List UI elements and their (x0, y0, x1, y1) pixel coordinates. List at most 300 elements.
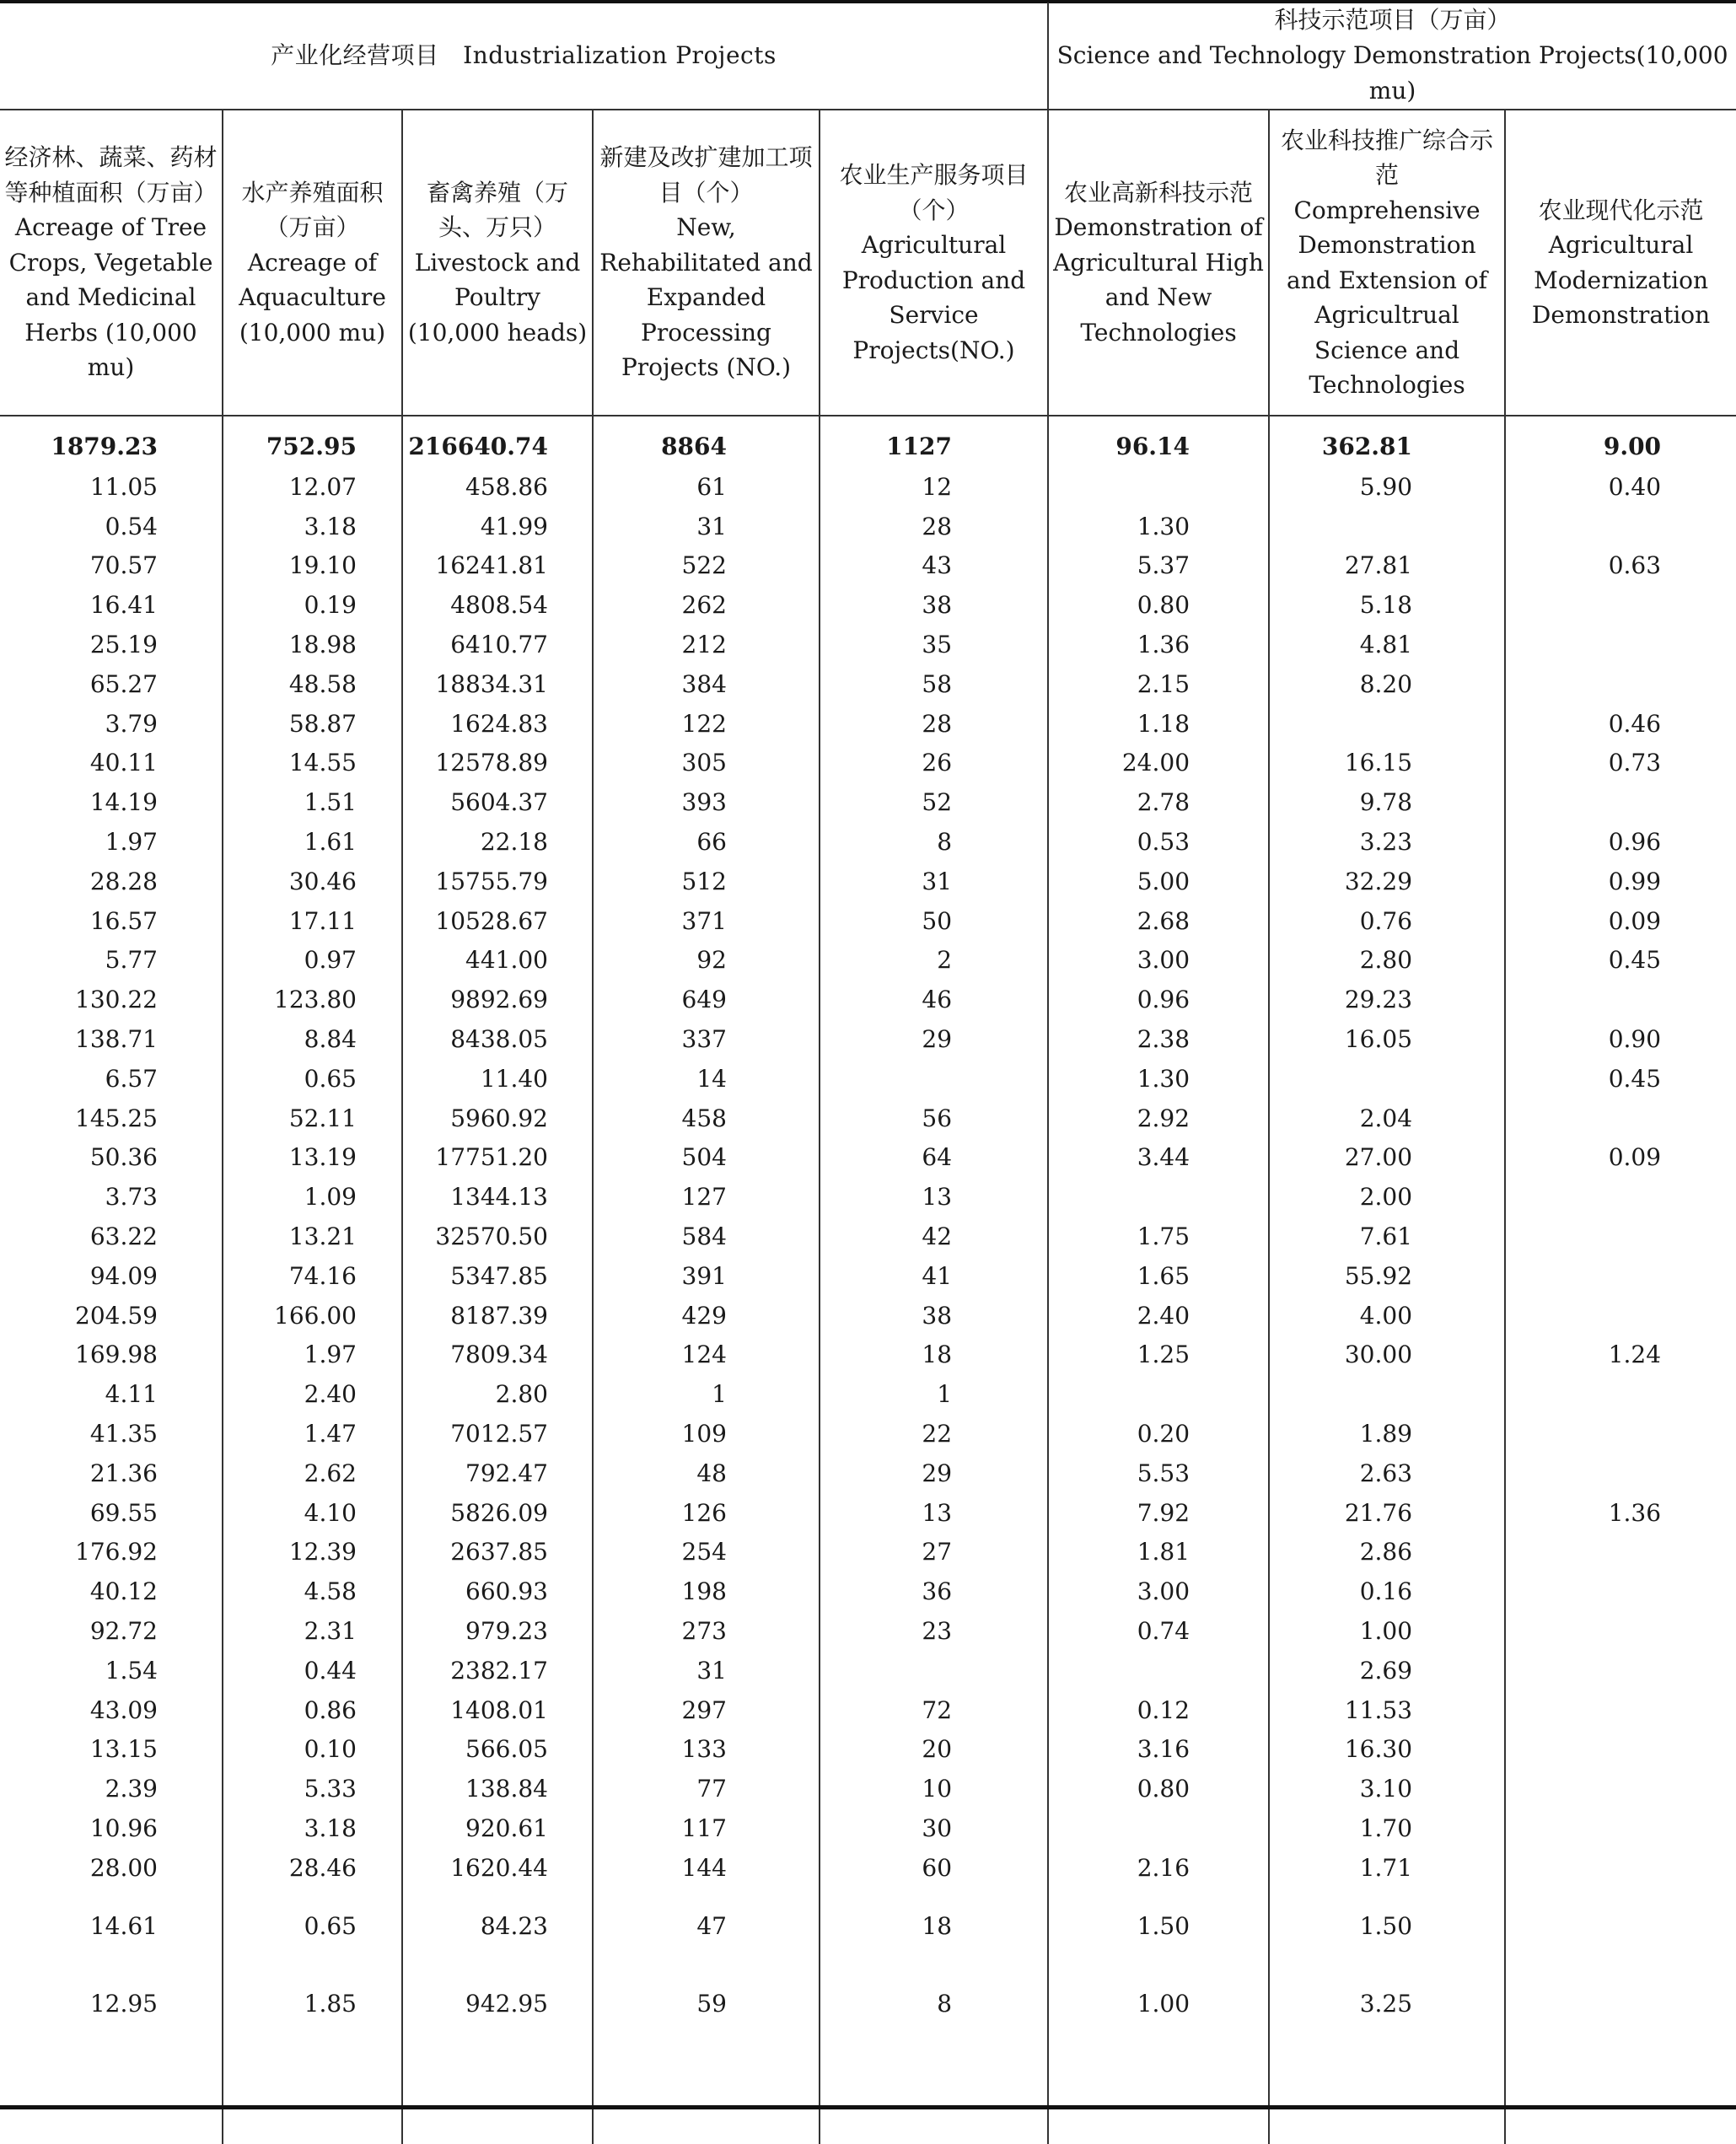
table-row (0, 1138, 1736, 1178)
column-header (1505, 110, 1736, 416)
table-cell: 84.23 (402, 1888, 593, 1965)
table-cell: 942.95 (402, 1965, 593, 2043)
table-cell: 384 (593, 664, 820, 704)
table-cell: 5.33 (223, 1769, 402, 1808)
table-cell (1048, 467, 1269, 507)
table-cell: 11.53 (1269, 1690, 1505, 1730)
table-cell: 32570.50 (402, 1217, 593, 1256)
bottom-rule (0, 2105, 1736, 2109)
table-cell: 8438.05 (402, 1019, 593, 1059)
table-row (0, 1019, 1736, 1059)
table-cell: 11.40 (402, 1059, 593, 1099)
table-cell (1048, 1374, 1269, 1414)
table-cell: 2.40 (1048, 1296, 1269, 1335)
table-row (0, 782, 1736, 822)
table-cell: 32.29 (1269, 862, 1505, 901)
table-cell: 22 (820, 1414, 1048, 1454)
column-header (223, 110, 402, 416)
table-cell: 41.99 (402, 507, 593, 546)
table-cell: 14.19 (0, 782, 223, 822)
table-cell: 3.23 (1269, 822, 1505, 862)
table-cell: 1.24 (1608, 1341, 1662, 1369)
table-cell: 92.72 (0, 1611, 223, 1651)
table-cell (1505, 1414, 1736, 1454)
table-cell (1505, 1611, 1736, 1651)
table-cell: 2637.85 (402, 1533, 593, 1572)
table-cell: 12 (820, 467, 1048, 507)
table-cell: 3.25 (1269, 1965, 1505, 2043)
table-cell: 52.11 (223, 1099, 402, 1138)
table-cell: 13.21 (223, 1217, 402, 1256)
column-header-zh: 水产养殖面积（万亩） (241, 178, 384, 242)
table-cell: 74.16 (223, 1256, 402, 1296)
table-cell: 4808.54 (402, 585, 593, 625)
table-cell: 127 (593, 1177, 820, 1217)
table-cell: 48 (593, 1454, 820, 1493)
empty-cell (1048, 2043, 1269, 2144)
table-cell: 8864 (593, 416, 820, 467)
table-cell: 10 (820, 1769, 1048, 1808)
table-cell: 337 (593, 1019, 820, 1059)
table-cell (1505, 664, 1736, 704)
table-cell: 297 (593, 1690, 820, 1730)
table-cell: 12578.89 (402, 744, 593, 783)
table-cell: 0.65 (223, 1888, 402, 1965)
table-cell: 1.50 (1269, 1888, 1505, 1965)
table-cell: 50 (820, 901, 1048, 941)
table-cell: 2.69 (1269, 1651, 1505, 1690)
table-cell: 0.97 (223, 941, 402, 981)
table-cell: 2.68 (1048, 901, 1269, 941)
table-cell: 10.96 (0, 1808, 223, 1848)
table-cell: 4.00 (1269, 1296, 1505, 1335)
table-cell: 2.16 (1048, 1848, 1269, 1888)
table-cell: 26 (820, 744, 1048, 783)
column-header (0, 110, 223, 416)
table-cell: 27.81 (1269, 546, 1505, 586)
group-header-row (0, 3, 1736, 110)
table-cell: 1.65 (1048, 1256, 1269, 1296)
table-cell: 28 (820, 507, 1048, 546)
table-cell: 38 (820, 585, 1048, 625)
table-row (0, 980, 1736, 1019)
table-row (0, 1177, 1736, 1217)
table-cell: 12.39 (223, 1533, 402, 1572)
table-cell: 29.23 (1269, 980, 1505, 1019)
table-cell: 14.55 (223, 744, 402, 783)
table-cell (1505, 1099, 1736, 1138)
table-cell (1505, 1690, 1736, 1730)
table-cell: 3.10 (1269, 1769, 1505, 1808)
table-cell: 3.16 (1048, 1730, 1269, 1770)
table-cell: 5826.09 (402, 1493, 593, 1533)
table-cell: 0.96 (1048, 980, 1269, 1019)
table-cell: 1.30 (1048, 1059, 1269, 1099)
table-cell: 24.00 (1048, 744, 1269, 783)
column-header-row (0, 110, 1736, 416)
column-header (1269, 110, 1505, 416)
table-cell (820, 1059, 1048, 1099)
table-cell: 2.78 (1048, 782, 1269, 822)
table-cell: 27.00 (1269, 1138, 1505, 1178)
table-cell: 5.00 (1048, 862, 1269, 901)
table-cell: 11.05 (0, 467, 223, 507)
table-cell: 12.07 (223, 467, 402, 507)
table-cell: 2.00 (1269, 1177, 1505, 1217)
table-cell (1505, 507, 1736, 546)
table-cell: 1.97 (0, 822, 223, 862)
table-row (0, 1611, 1736, 1651)
table-cell: 1.70 (1269, 1808, 1505, 1848)
table-cell: 13 (820, 1493, 1048, 1533)
table-cell (1505, 1848, 1736, 1888)
table-cell: 1.00 (1269, 1611, 1505, 1651)
table-cell: 38 (820, 1296, 1048, 1335)
table-cell: 176.92 (0, 1533, 223, 1572)
table-cell: 1620.44 (402, 1848, 593, 1888)
table-cell (1505, 1454, 1736, 1493)
empty-cell (223, 2043, 402, 2144)
table-row (0, 901, 1736, 941)
table-cell: 649 (593, 980, 820, 1019)
table-cell: 1.36 (1608, 1498, 1662, 1527)
table-cell: 0.73 (1608, 749, 1662, 777)
table-cell: 522 (593, 546, 820, 586)
table-cell: 2.38 (1048, 1019, 1269, 1059)
table-cell: 13 (820, 1177, 1048, 1217)
table-cell: 1624.83 (402, 704, 593, 744)
table-cell: 8187.39 (402, 1296, 593, 1335)
table-cell: 42 (820, 1217, 1048, 1256)
table-cell: 0.09 (1608, 906, 1662, 935)
table-cell: 28.00 (0, 1848, 223, 1888)
table-cell: 0.63 (1608, 551, 1662, 580)
table-cell: 5347.85 (402, 1256, 593, 1296)
table-cell: 0.90 (1608, 1025, 1662, 1054)
table-cell: 305 (593, 744, 820, 783)
table-cell: 50.36 (0, 1138, 223, 1178)
table-cell: 0.80 (1048, 585, 1269, 625)
table-row (0, 1965, 1736, 2043)
table-cell: 18.98 (223, 625, 402, 664)
table-cell: 48.58 (223, 664, 402, 704)
table-cell: 27 (820, 1533, 1048, 1572)
empty-cell (593, 2043, 820, 2144)
table-cell: 3.00 (1048, 1572, 1269, 1611)
table-cell: 4.11 (0, 1374, 223, 1414)
table-cell: 0.76 (1269, 901, 1505, 941)
table-cell: 0.45 (1608, 946, 1662, 975)
table-cell: 512 (593, 862, 820, 901)
table-cell: 458 (593, 1099, 820, 1138)
group-science-technology (1048, 3, 1736, 110)
column-header-zh: 农业生产服务项目（个） (839, 161, 1029, 224)
empty-cell (1269, 2043, 1505, 2144)
table-cell: 18 (820, 1335, 1048, 1375)
column-header-en: Acreage of Aquaculture (10,000 mu) (239, 248, 386, 347)
table-cell: 5.53 (1048, 1454, 1269, 1493)
table-cell (820, 1651, 1048, 1690)
table-cell (1269, 1059, 1505, 1099)
table-cell: 2382.17 (402, 1651, 593, 1690)
table-cell: 46 (820, 980, 1048, 1019)
group-industrialization: 产业化经营项目 Industrialization Projects (0, 3, 1048, 110)
table-cell: 0.10 (223, 1730, 402, 1770)
table-cell: 12.95 (0, 1965, 223, 2043)
table-cell: 5.77 (0, 941, 223, 981)
table-row (0, 1454, 1736, 1493)
table-cell: 1.09 (223, 1177, 402, 1217)
table-cell: 66 (593, 822, 820, 862)
table-cell: 393 (593, 782, 820, 822)
column-header (820, 110, 1048, 416)
table-cell: 273 (593, 1611, 820, 1651)
table-cell: 3.18 (223, 1808, 402, 1848)
table-cell: 23 (820, 1611, 1048, 1651)
table-cell: 40.11 (0, 744, 223, 783)
table-cell: 566.05 (402, 1730, 593, 1770)
table-cell (1505, 1730, 1736, 1770)
table-cell: 16241.81 (402, 546, 593, 586)
table-cell: 1.54 (0, 1651, 223, 1690)
table-row (0, 744, 1736, 783)
table-cell: 371 (593, 901, 820, 941)
table-cell: 16.41 (0, 585, 223, 625)
table-cell: 7012.57 (402, 1414, 593, 1454)
table-cell: 3.79 (0, 704, 223, 744)
table-cell: 28.46 (223, 1848, 402, 1888)
table-cell: 262 (593, 585, 820, 625)
table-cell: 41.35 (0, 1414, 223, 1454)
empty-cell (820, 2043, 1048, 2144)
table-cell: 0.20 (1048, 1414, 1269, 1454)
table-cell: 3.44 (1048, 1138, 1269, 1178)
table-cell: 504 (593, 1138, 820, 1178)
table-cell (1269, 704, 1505, 744)
table-cell (1505, 1651, 1736, 1690)
table-cell: 58 (820, 664, 1048, 704)
table-cell: 1.61 (223, 822, 402, 862)
table-cell (1505, 1572, 1736, 1611)
table-cell (1505, 1965, 1736, 2043)
table-cell: 979.23 (402, 1611, 593, 1651)
table-cell: 1.18 (1048, 704, 1269, 744)
table-cell: 458.86 (402, 467, 593, 507)
table-row (0, 1888, 1736, 1965)
table-row (0, 1572, 1736, 1611)
table-cell: 4.81 (1269, 625, 1505, 664)
table-cell (1505, 1888, 1736, 1965)
table-cell: 36 (820, 1572, 1048, 1611)
table-cell: 16.57 (0, 901, 223, 941)
table-cell: 0.44 (223, 1651, 402, 1690)
table-cell: 4.58 (223, 1572, 402, 1611)
table-cell: 0.54 (0, 507, 223, 546)
table-cell: 5.90 (1269, 467, 1505, 507)
table-cell: 0.86 (223, 1690, 402, 1730)
filler-row (0, 2043, 1736, 2144)
table-cell: 3.18 (223, 507, 402, 546)
column-header-zh: 新建及改扩建加工项目（个） (599, 143, 813, 207)
table-cell: 92 (593, 941, 820, 981)
table-cell: 29 (820, 1454, 1048, 1493)
table-row (0, 1848, 1736, 1888)
total-row (0, 416, 1736, 467)
column-header-en: Agricultural Modernization Demonstration (1531, 231, 1711, 329)
table-cell: 0.65 (223, 1059, 402, 1099)
table-row (0, 862, 1736, 901)
table-cell (1505, 1808, 1736, 1848)
table-cell: 7.92 (1048, 1493, 1269, 1533)
table-cell: 2.92 (1048, 1099, 1269, 1138)
table-cell: 13.19 (223, 1138, 402, 1178)
table-row (0, 1769, 1736, 1808)
table-cell: 1879.23 (0, 416, 223, 467)
table-cell: 64 (820, 1138, 1048, 1178)
table-cell: 69.55 (0, 1493, 223, 1533)
table-cell: 2.80 (1269, 941, 1505, 981)
table-cell: 1344.13 (402, 1177, 593, 1217)
table-cell: 2.31 (223, 1611, 402, 1651)
table-cell: 792.47 (402, 1454, 593, 1493)
table-cell: 6410.77 (402, 625, 593, 664)
column-header-en: New, Rehabilitated and Expanded Processing Projects (NO.) (599, 213, 813, 382)
table-cell: 9892.69 (402, 980, 593, 1019)
table-row (0, 467, 1736, 507)
table-cell: 1 (820, 1374, 1048, 1414)
table-cell: 19.10 (223, 546, 402, 586)
table-cell: 1.50 (1048, 1888, 1269, 1965)
table-cell: 109 (593, 1414, 820, 1454)
table-cell: 15755.79 (402, 862, 593, 901)
table-cell: 2 (820, 941, 1048, 981)
table-cell: 0.46 (1608, 709, 1662, 738)
table-row (0, 1256, 1736, 1296)
table-cell: 1.25 (1048, 1335, 1269, 1375)
table-cell: 8 (820, 1965, 1048, 2043)
table-cell (1505, 585, 1736, 625)
table-cell: 1408.01 (402, 1690, 593, 1730)
column-header-zh: 农业科技推广综合示范 (1281, 126, 1494, 189)
table-cell: 63.22 (0, 1217, 223, 1256)
table-cell: 1127 (820, 416, 1048, 467)
table-cell: 0.74 (1048, 1611, 1269, 1651)
table-cell: 30.46 (223, 862, 402, 901)
table-cell: 429 (593, 1296, 820, 1335)
table-cell: 22.18 (402, 822, 593, 862)
table-cell: 18 (820, 1888, 1048, 1965)
table-row (0, 507, 1736, 546)
table-cell: 1.71 (1269, 1848, 1505, 1888)
table-cell: 31 (593, 507, 820, 546)
table-row (0, 1690, 1736, 1730)
column-header-zh: 农业现代化示范 (1538, 196, 1704, 224)
table-row (0, 1099, 1736, 1138)
table-cell: 16.15 (1269, 744, 1505, 783)
table-cell (1505, 1217, 1736, 1256)
table-cell (1048, 1177, 1269, 1217)
table-cell: 55.92 (1269, 1256, 1505, 1296)
table-cell: 8.20 (1269, 664, 1505, 704)
table-cell (1048, 1651, 1269, 1690)
table-cell (1505, 1177, 1736, 1217)
empty-cell (0, 2043, 223, 2144)
table-cell: 25.19 (0, 625, 223, 664)
table-cell: 56 (820, 1099, 1048, 1138)
table-cell: 58.87 (223, 704, 402, 744)
table-cell (1505, 1374, 1736, 1414)
empty-cell (402, 2043, 593, 2144)
table-cell: 0.12 (1048, 1690, 1269, 1730)
table-cell: 126 (593, 1493, 820, 1533)
table-cell (1505, 1296, 1736, 1335)
table-cell: 2.15 (1048, 664, 1269, 704)
table-row (0, 1808, 1736, 1848)
table-row (0, 1493, 1736, 1533)
table-cell: 198 (593, 1572, 820, 1611)
table-cell: 60 (820, 1848, 1048, 1888)
table-row (0, 1374, 1736, 1414)
table-cell: 144 (593, 1848, 820, 1888)
table-cell: 17.11 (223, 901, 402, 941)
table-row (0, 1059, 1736, 1099)
table-row (0, 585, 1736, 625)
table-cell: 2.62 (223, 1454, 402, 1493)
table-cell: 1.89 (1269, 1414, 1505, 1454)
column-header-en: Livestock and Poultry (10,000 heads) (407, 248, 588, 347)
table-cell: 40.12 (0, 1572, 223, 1611)
table-cell (1505, 782, 1736, 822)
column-header-en: Acreage of Tree Crops, Vegetable and Medicinal Herbs (10,000 mu) (8, 213, 213, 382)
column-header-zh: 农业高新科技示范 (1064, 178, 1254, 207)
table-cell: 212 (593, 625, 820, 664)
table-cell: 0.16 (1269, 1572, 1505, 1611)
table-cell: 0.80 (1048, 1769, 1269, 1808)
group-science-zh: 科技示范项目（万亩） (1274, 6, 1511, 34)
table-cell: 8.84 (223, 1019, 402, 1059)
table-cell: 17751.20 (402, 1138, 593, 1178)
table-cell: 1.30 (1048, 507, 1269, 546)
table-cell: 123.80 (223, 980, 402, 1019)
table-cell: 0.09 (1608, 1143, 1662, 1172)
table-cell: 138.71 (0, 1019, 223, 1059)
table-cell: 124 (593, 1335, 820, 1375)
table-cell: 169.98 (0, 1335, 223, 1375)
table-cell: 166.00 (223, 1296, 402, 1335)
table-cell: 1.85 (223, 1965, 402, 2043)
table-cell: 1.00 (1048, 1965, 1269, 2043)
table-cell: 117 (593, 1808, 820, 1848)
table-cell (1269, 507, 1505, 546)
table-cell: 21.36 (0, 1454, 223, 1493)
table-cell: 1.97 (223, 1335, 402, 1375)
table-cell: 28.28 (0, 862, 223, 901)
table-cell: 43 (820, 546, 1048, 586)
table-cell: 1.81 (1048, 1533, 1269, 1572)
column-header (1048, 110, 1269, 416)
table-cell: 0.99 (1608, 867, 1662, 895)
table-cell: 0.19 (223, 585, 402, 625)
table-cell: 204.59 (0, 1296, 223, 1335)
table-cell: 14 (593, 1059, 820, 1099)
table-cell: 3.00 (1048, 941, 1269, 981)
table-cell: 133 (593, 1730, 820, 1770)
table-row (0, 1414, 1736, 1454)
table-cell: 21.76 (1269, 1493, 1505, 1533)
table-cell (1505, 980, 1736, 1019)
table-cell: 77 (593, 1769, 820, 1808)
data-table (0, 3, 1736, 2144)
